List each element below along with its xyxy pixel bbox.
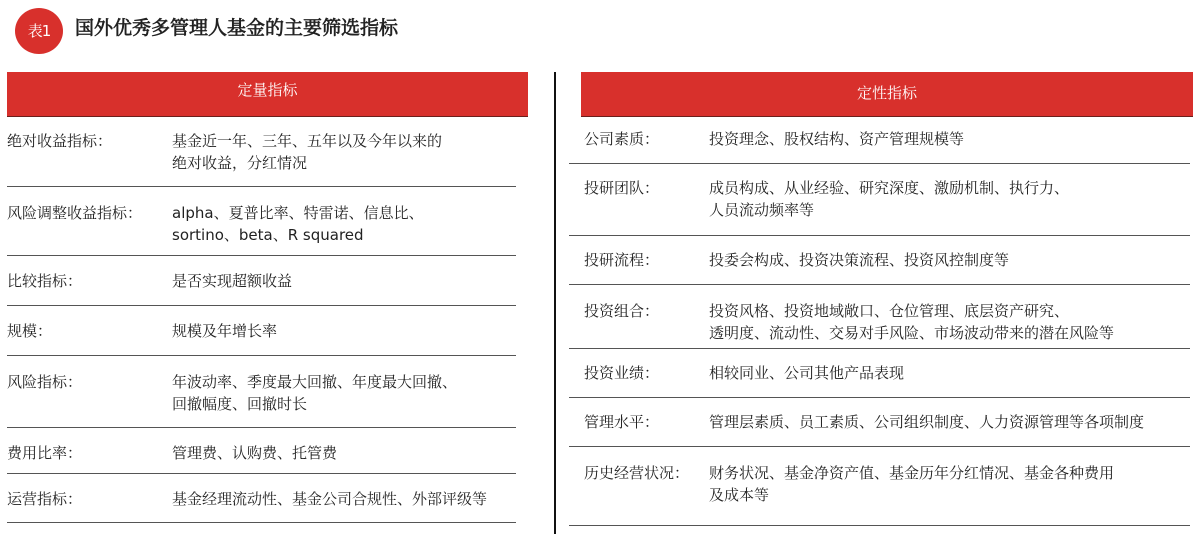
- row-label: 历史经营状况：: [584, 464, 690, 482]
- row-label: 投资组合：: [584, 302, 660, 320]
- row-value: 成员构成、从业经验、研究深度、激励机制、执行力、 人员流动频率等: [709, 179, 1070, 219]
- row-label: 投研流程：: [584, 251, 660, 269]
- row-value: 管理费、认购费、托管费: [172, 444, 338, 462]
- row-label: 风险指标：: [7, 373, 83, 391]
- row-value: 基金经理流动性、基金公司合规性、外部评级等: [172, 490, 488, 508]
- table-row: [7, 306, 516, 356]
- table-row: [7, 474, 516, 523]
- row-value: 财务状况、基金净资产值、基金历年分红情况、基金各种费用 及成本等: [709, 464, 1115, 504]
- row-label: 投资业绩：: [584, 364, 660, 382]
- row-value: 是否实现超额收益: [172, 272, 293, 290]
- row-value: 基金近一年、三年、五年以及今年以来的 绝对收益，分红情况: [172, 132, 443, 172]
- row-value: 投资风格、投资地域敞口、仓位管理、底层资产研究、 透明度、流动性、交易对手风险、市场波动带来的潜在风险等: [709, 302, 1115, 342]
- column-divider: [554, 72, 556, 534]
- row-label: 费用比率：: [7, 444, 83, 462]
- table-row: [569, 117, 1190, 164]
- table-row: [569, 236, 1190, 285]
- row-label: 绝对收益指标：: [7, 132, 113, 150]
- page-title: 国外优秀多管理人基金的主要筛选指标: [75, 17, 399, 39]
- table-row: [7, 187, 516, 256]
- table-row: [7, 428, 516, 474]
- row-label: 风险调整收益指标：: [7, 204, 143, 222]
- table-number-badge: 表1: [15, 8, 63, 54]
- row-value: 投资理念、股权结构、资产管理规模等: [709, 130, 965, 148]
- row-label: 公司素质：: [584, 130, 660, 148]
- row-value: 相较同业、公司其他产品表现: [709, 364, 905, 382]
- row-label: 运营指标：: [7, 490, 83, 508]
- table-row: [569, 349, 1190, 398]
- table-row: [7, 117, 516, 187]
- table-row: [569, 398, 1190, 447]
- quantitative-column: [7, 72, 528, 523]
- row-value: 年波动率、季度最大回撤、年度最大回撤、 回撤幅度、回撤时长: [172, 373, 458, 413]
- table-row: [569, 164, 1190, 236]
- table-row: [569, 285, 1190, 349]
- row-label: 规模：: [7, 322, 53, 340]
- row-label: 比较指标：: [7, 272, 83, 290]
- quantitative-header: 定量指标: [7, 72, 528, 117]
- table-row: [569, 447, 1190, 526]
- row-value: 投委会构成、投资决策流程、投资风控制度等: [709, 251, 1010, 269]
- row-value: alpha、夏普比率、特雷诺、信息比、 sortino、beta、R squared: [172, 204, 424, 244]
- qualitative-header: 定性指标: [581, 72, 1193, 117]
- qualitative-column: [569, 72, 1193, 526]
- row-value: 规模及年增长率: [172, 322, 278, 340]
- table-row: [7, 256, 516, 306]
- row-label: 投研团队：: [584, 179, 660, 197]
- table-row: [7, 356, 516, 428]
- row-label: 管理水平：: [584, 413, 660, 431]
- row-value: 管理层素质、员工素质、公司组织制度、人力资源管理等各项制度: [709, 413, 1145, 431]
